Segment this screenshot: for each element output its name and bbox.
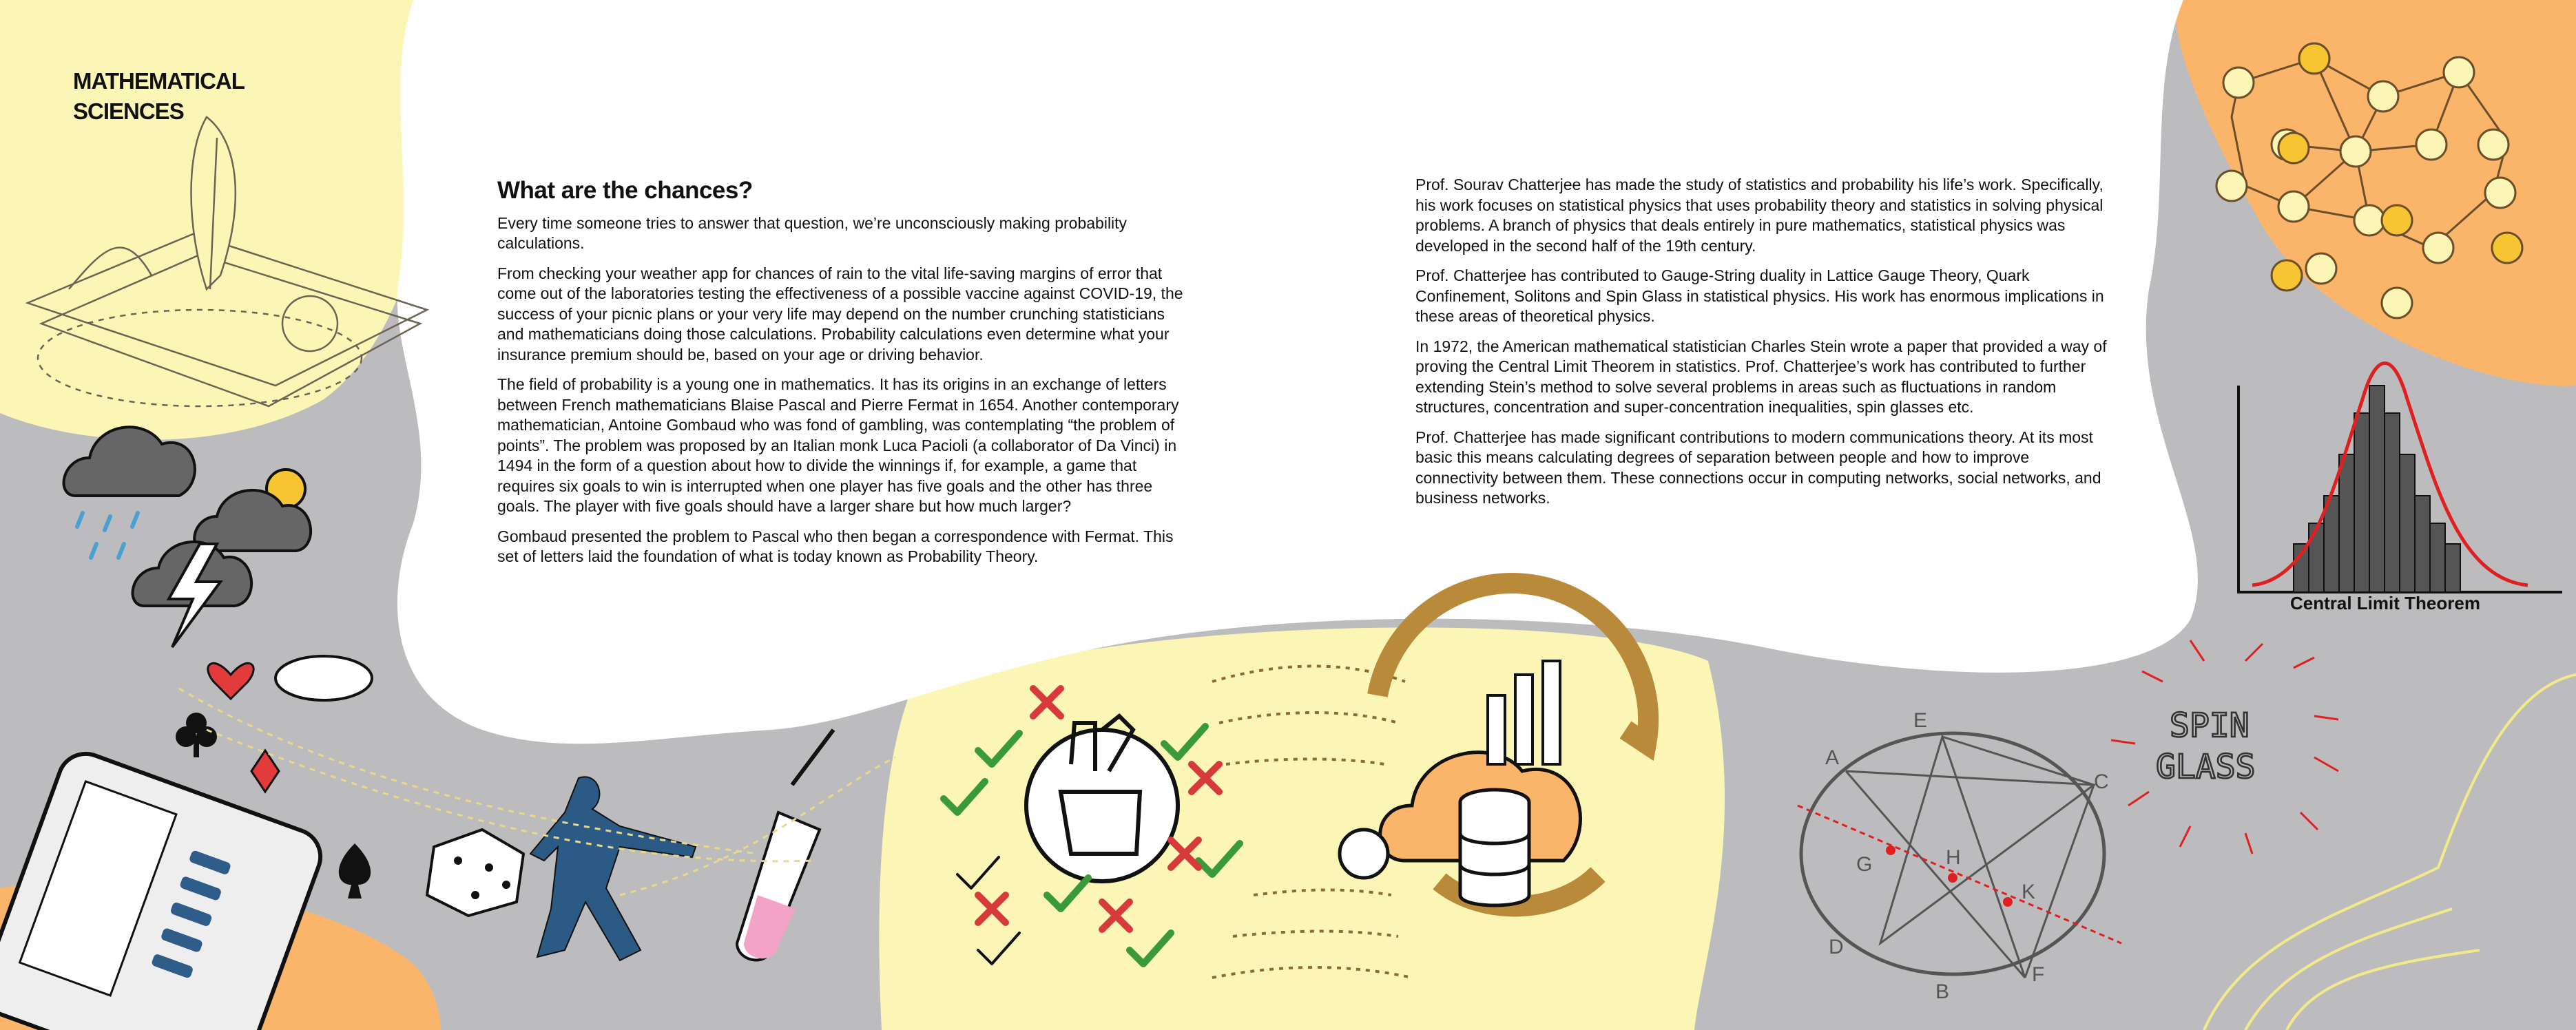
spin-word: SPIN bbox=[2170, 706, 2250, 745]
point-label: E bbox=[1913, 709, 1928, 732]
point-label: H bbox=[1946, 846, 1961, 869]
coin-icon bbox=[276, 656, 372, 700]
paragraph: Every time someone tries to answer that question, we’re unconsciously making probability calculations. bbox=[497, 213, 1128, 252]
section-label: MATHEMATICAL SCIENCES bbox=[73, 68, 245, 124]
paragraph: Gombaud presented the problem to Pascal who then began a correspondence with Fermat. This set of letters laid the foundation of what is today known as Probability Theory. bbox=[497, 527, 1174, 565]
point-label: F bbox=[2032, 963, 2045, 986]
point-label: C bbox=[2094, 770, 2109, 793]
point-label: K bbox=[2022, 881, 2036, 903]
paragraph: In 1972, the American mathematical statistician Charles Stein wrote a paper that provided a way of proving the Central Limit Theorem in statistics. Prof. Chatterjee’s work has contributed to further extending Stein’s method to solve several problems in areas such as fluctuations in random structures, concentration and super-concentration inequalities, spin glasses etc. bbox=[1415, 337, 2107, 416]
article-left-column bbox=[497, 177, 1186, 577]
point-label: G bbox=[1856, 853, 1873, 876]
paragraph: Prof. Chatterjee has contributed to Gauge-String duality in Lattice Gauge Theory, Quark Confinement, Solitons and Spin Glass in statistical physics. His work has enormous implications in these areas of theoretical physics. bbox=[1415, 266, 2104, 325]
point-label: D bbox=[1829, 936, 1844, 958]
bottom-center-yellow-blob bbox=[879, 627, 1725, 1030]
clt-caption: Central Limit Theorem bbox=[2290, 593, 2480, 613]
paragraph: Prof. Sourav Chatterjee has made the study of statistics and probability his life’s work. Specifically, his work focuses on statistical physics that uses probability theory and statistics in solving physical problems. A branch of physics that deals entirely in pure mathematics, statistical physics was developed in the second half of the 19th century. bbox=[1415, 176, 2104, 255]
paragraph: Prof. Chatterjee has made significant contributions to modern communications theory. At its most basic this means calculating degrees of separation between people and how to improve connectivity between them. These connections occur in computing networks, social networks, and business networks. bbox=[1415, 428, 2101, 507]
point-label: A bbox=[1825, 746, 1840, 769]
paragraph: The field of probability is a young one in mathematics. It has its origins in an exchange of letters between French mathematicians Blaise Pascal and Pierre Fermat in 1654. Another contemporary mathematician, Antoine Gombaud who was fond of gambling, was contemplating “the problem of points”. The problem was proposed by an Italian monk Luca Pacioli (a collaborator of Da Vinci) in 1494 in the form of a question about how to divide the winnings if, for example, a game that requires six goals to win is interrupted when one player has five goals and the other has three goals. The player with five goals should have a larger share but how much larger? bbox=[497, 375, 1179, 515]
article-right-column bbox=[1415, 175, 2111, 518]
paragraph: From checking your weather app for chances of rain to the vital life-saving margins of error that come out of the laboratories testing the effectiveness of a possible vaccine against COVID-19, the success of your picnic plans or your very life may depend on the number crunching statisticians and mathematicians doing those calculations. Probability calculations even determine what your insurance premium should be, based on your age or driving behavior. bbox=[497, 264, 1183, 364]
point-label: B bbox=[1935, 980, 1950, 1003]
glass-word: GLASS bbox=[2156, 748, 2256, 786]
article-heading: What are the chances? bbox=[497, 177, 753, 204]
